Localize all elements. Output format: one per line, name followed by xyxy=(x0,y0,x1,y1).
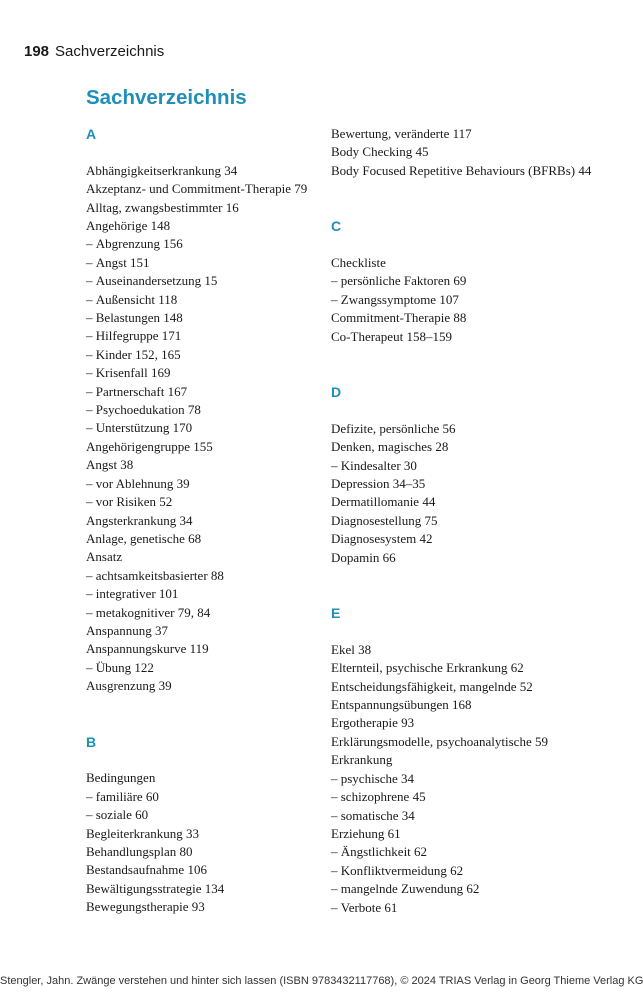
section-entries-e xyxy=(331,641,631,917)
index-entry: Begleiterkrankung 33 xyxy=(86,825,199,841)
index-subentry: – Unterstützung 170 xyxy=(86,419,322,437)
index-subentry: – soziale 60 xyxy=(86,806,322,824)
index-entry: Angehörigengruppe 155 xyxy=(86,438,213,454)
index-subentry: – Übung 122 xyxy=(86,659,322,677)
section-entries-b xyxy=(86,769,322,916)
index-entry: Ekel 38 xyxy=(331,641,372,657)
page-number: 198 xyxy=(24,43,50,60)
index-entry: Body Focused Repetitive Behaviours (BFRBs) 44 xyxy=(331,162,592,178)
index-subentry: – persönliche Faktoren 69 xyxy=(331,272,631,290)
index-entry: Dopamin 66 xyxy=(331,549,396,565)
index-entry: Angst 38 xyxy=(86,457,134,473)
index-subentry: – achtsamkeitsbasierter 88 xyxy=(86,567,322,585)
section-letter-a: A xyxy=(86,126,97,142)
index-subentry: – Ängstlichkeit 62 xyxy=(331,843,631,861)
index-subentry: – vor Risiken 52 xyxy=(86,493,322,511)
index-subentry: – Kindesalter 30 xyxy=(331,457,631,475)
section-letter-e: E xyxy=(331,605,341,622)
index-entry: Erziehung 61 xyxy=(331,825,401,841)
index-subentry: – Krisenfall 169 xyxy=(86,364,322,382)
index-entry: Anspannungskurve 119 xyxy=(86,641,209,657)
copyright-footer: Stengler, Jahn. Zwänge verstehen und hinter sich lassen (ISBN 9783432117768), © 2024 TRIAS Verlag in Georg Thieme Verlag KG xyxy=(0,975,643,987)
index-entry: Dermatillomanie 44 xyxy=(331,494,436,510)
section-letter-c: C xyxy=(331,218,342,235)
index-subentry: – Abgrenzung 156 xyxy=(86,235,322,253)
index-entry: Angehörige 148 xyxy=(86,218,171,233)
index-entry: Erkrankung xyxy=(331,752,393,768)
index-entry: Denken, magisches 28 xyxy=(331,439,449,455)
index-entry: Depression 34–35 xyxy=(331,476,426,492)
index-subentry: – Hilfegruppe 171 xyxy=(86,327,322,345)
index-subentry: – Außensicht 118 xyxy=(86,291,322,309)
section-entries-a xyxy=(86,162,322,696)
index-subentry: – Psychoedukation 78 xyxy=(86,401,322,419)
index-entry: Abhängigkeitserkrankung 34 xyxy=(86,162,238,178)
index-entry: Commitment-Therapie 88 xyxy=(331,310,467,326)
index-subentry: – metakognitiver 79, 84 xyxy=(86,604,322,622)
index-entry: Akzeptanz- und Commitment-Therapie 79 xyxy=(86,181,308,197)
index-entry: Elternteil, psychische Erkrankung 62 xyxy=(331,660,524,676)
index-entry: Entscheidungsfähigkeit, mangelnde 52 xyxy=(331,678,533,694)
index-subentry: – vor Ablehnung 39 xyxy=(86,475,322,493)
page-title: Sachverzeichnis xyxy=(86,86,247,109)
continued-entries xyxy=(331,125,631,180)
index-entry: Bewegungstherapie 93 xyxy=(86,899,205,915)
index-subentry: – Belastungen 148 xyxy=(86,309,322,327)
index-entry: Ausgrenzung 39 xyxy=(86,678,172,694)
index-subentry: – Partnerschaft 167 xyxy=(86,383,322,401)
index-entry: Co-Therapeut 158–159 xyxy=(331,328,452,344)
index-entry: Body Checking 45 xyxy=(331,144,429,160)
section-entries-d xyxy=(331,420,631,567)
index-subentry: – Verbote 61 xyxy=(331,899,631,917)
section-letter-d: D xyxy=(331,384,342,401)
index-entry: Diagnosestellung 75 xyxy=(331,512,438,528)
index-column-right xyxy=(331,125,631,954)
index-entry: Erklärungsmodelle, psychoanalytische 59 xyxy=(331,733,548,749)
index-subentry: – integrativer 101 xyxy=(86,585,322,603)
index-subentry: – somatische 34 xyxy=(331,807,631,825)
index-entry: Ergotherapie 93 xyxy=(331,715,415,731)
index-entry: Defizite, persönliche 56 xyxy=(331,420,456,436)
index-column-left xyxy=(86,125,322,954)
index-entry: Alltag, zwangsbestimmter 16 xyxy=(86,199,239,215)
index-subentry: – Kinder 152, 165 xyxy=(86,346,322,364)
index-entry: Bestandsaufnahme 106 xyxy=(86,862,207,878)
running-title: Sachverzeichnis xyxy=(55,43,165,60)
section-letter-b: B xyxy=(86,733,97,750)
index-subentry: – familiäre 60 xyxy=(86,788,322,806)
index-subentry: – Konfliktvermeidung 62 xyxy=(331,862,631,880)
index-subentry: – Auseinandersetzung 15 xyxy=(86,272,322,290)
index-entry: Bedingungen xyxy=(86,770,156,786)
index-entry: Ansatz xyxy=(86,549,123,565)
index-entry: Bewältigungsstrategie 134 xyxy=(86,880,225,896)
index-entry: Angsterkrankung 34 xyxy=(86,512,193,528)
index-entry: Behandlungsplan 80 xyxy=(86,843,193,859)
index-entry: Entspannungsübungen 168 xyxy=(331,697,472,713)
index-subentry: – psychische 34 xyxy=(331,770,631,788)
index-subentry: – mangelnde Zuwendung 62 xyxy=(331,880,631,898)
index-subentry: – schizophrene 45 xyxy=(331,788,631,806)
running-head xyxy=(24,43,164,60)
index-entry: Checkliste xyxy=(331,255,386,270)
section-entries-c xyxy=(331,254,631,346)
index-entry: Bewertung, veränderte 117 xyxy=(331,126,472,141)
index-entry: Diagnosesystem 42 xyxy=(331,531,433,547)
index-entry: Anspannung 37 xyxy=(86,622,168,638)
index-subentry: – Zwangssymptome 107 xyxy=(331,291,631,309)
index-subentry: – Angst 151 xyxy=(86,254,322,272)
index-entry: Anlage, genetische 68 xyxy=(86,530,202,546)
